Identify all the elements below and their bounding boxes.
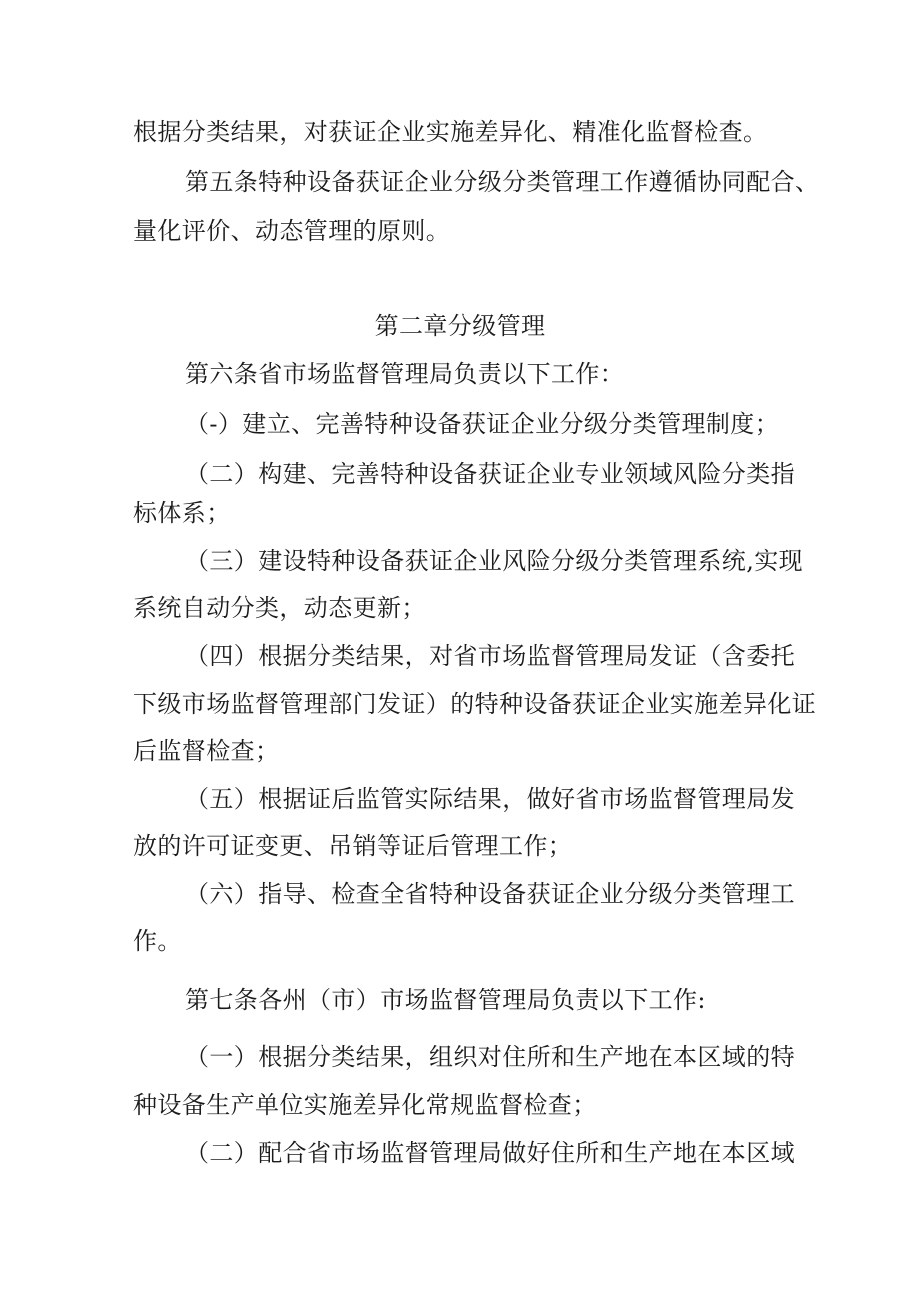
article-6-heading-line: 第六条省市场监督管理局负责以下工作：	[185, 360, 625, 388]
text-line: 作。	[133, 927, 182, 955]
article-5-heading-line: 第五条特种设备获证企业分级分类管理工作遵循协同配合、	[185, 168, 820, 196]
list-item-line: （三）建设特种设备获证企业风险分级分类管理系统,实现	[185, 547, 804, 575]
text-line: 量化评价、动态管理的原则。	[133, 217, 451, 245]
list-item-line: （一）根据分类结果，组织对住所和生产地在本区域的特	[185, 1043, 795, 1071]
text-line: 根据分类结果，对获证企业实施差异化、精准化监督检查。	[133, 118, 768, 146]
list-item-line: （二）构建、完善特种设备获证企业专业领域风险分类指	[185, 460, 795, 488]
text-line: 下级市场监督管理部门发证）的特种设备获证企业实施差异化证	[133, 690, 817, 718]
text-line: 系统自动分类，动态更新；	[133, 594, 426, 622]
list-item-line: （四）根据分类结果，对省市场监督管理局发证（含委托	[185, 642, 795, 670]
article-7-heading-line: 第七条各州（市）市场监督管理局负责以下工作:	[185, 986, 706, 1014]
list-item-line: （六）指导、检查全省特种设备获证企业分级分类管理工	[185, 880, 795, 908]
text-line: 后监督检查；	[133, 737, 280, 765]
chapter-title: 第二章分级管理	[374, 312, 546, 340]
text-line: 放的许可证变更、吊销等证后管理工作；	[133, 832, 573, 860]
list-item-line: （-）建立、完善特种设备获证企业分级分类管理制度；	[185, 410, 780, 438]
text-line: 标体系；	[133, 499, 231, 527]
text-line: 种设备生产单位实施差异化常规监督检查；	[133, 1091, 597, 1119]
list-item-line: （五）根据证后监管实际结果，做好省市场监督管理局发	[185, 785, 795, 813]
list-item-line: （二）配合省市场监督管理局做好住所和生产地在本区域	[185, 1139, 795, 1167]
